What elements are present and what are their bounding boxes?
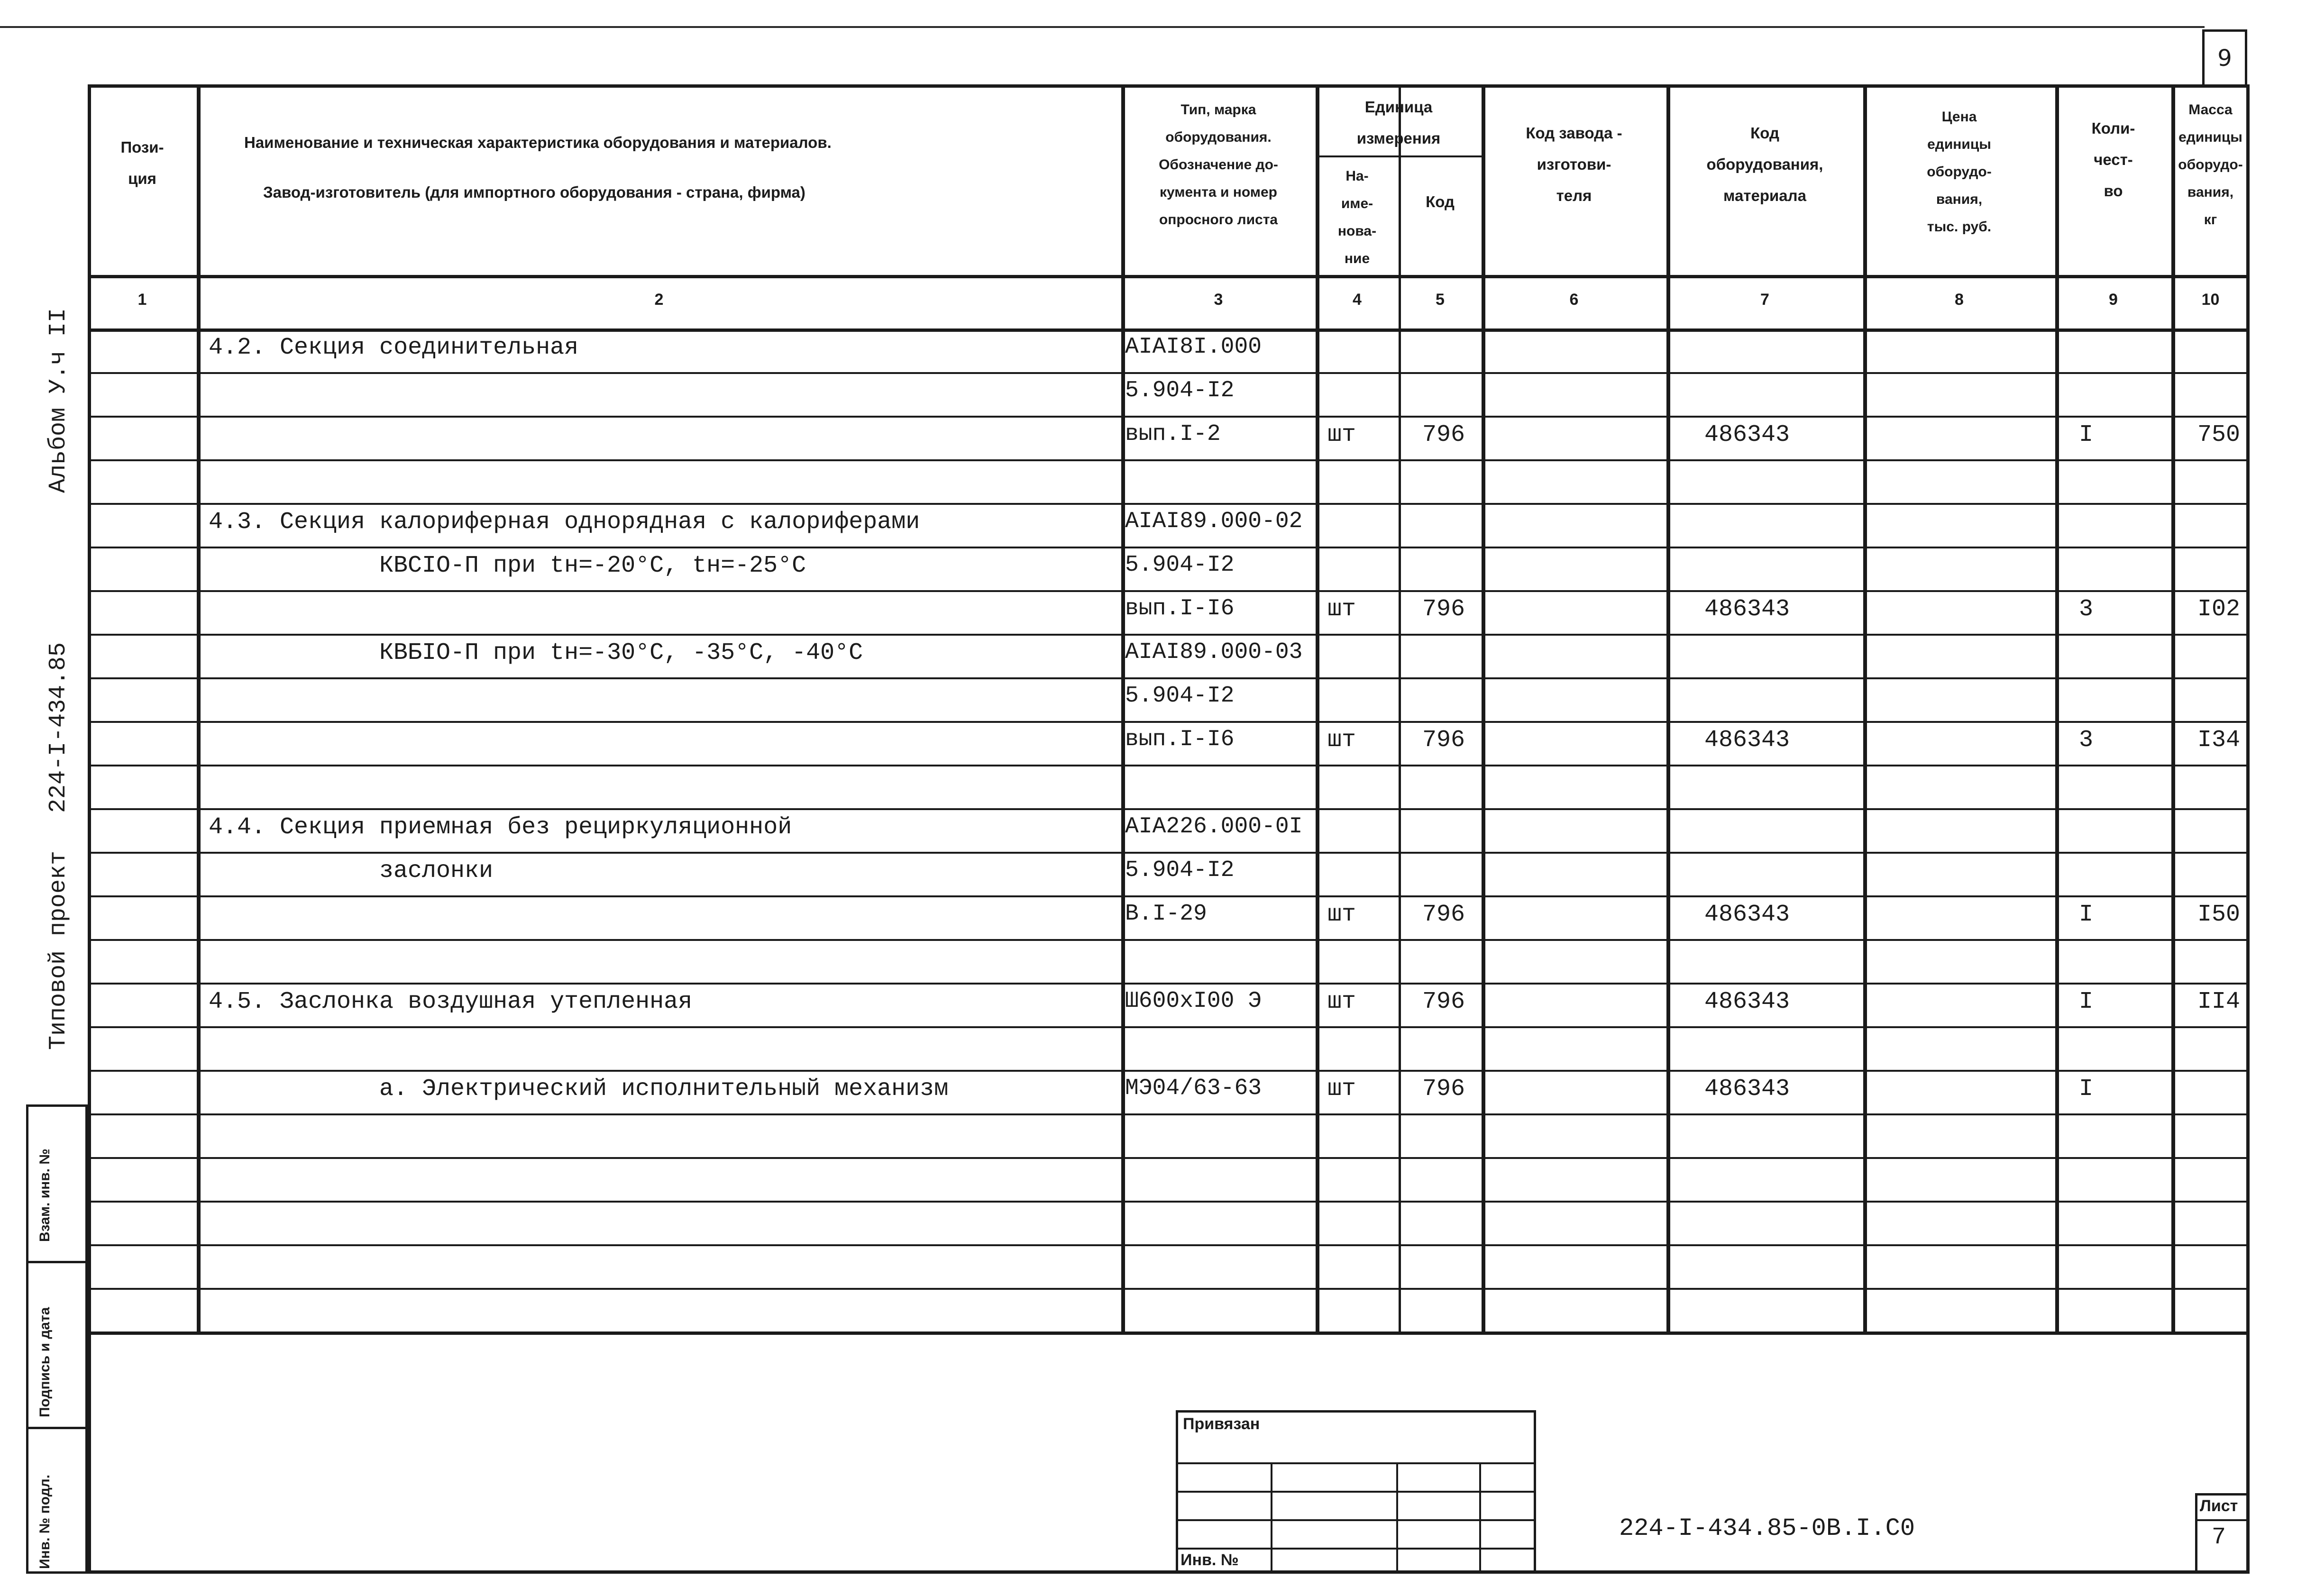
- item-quantity: 3: [2079, 727, 2094, 754]
- side-stamp-box: [26, 1104, 88, 1574]
- row-line: [88, 634, 2250, 636]
- stamp-vline: [1479, 1462, 1481, 1574]
- header-c5: Код: [1426, 193, 1455, 210]
- row-line: [88, 459, 2250, 461]
- item-unit-code: 796: [1422, 596, 1465, 623]
- item-unit-code: 796: [1422, 901, 1465, 928]
- top-border-line: [0, 26, 2205, 28]
- item-unit-code: 796: [1422, 727, 1465, 754]
- row-line: [88, 677, 2250, 679]
- header-c2b: Завод-изготовитель (для импортного оборудования - страна, фирма): [263, 183, 805, 201]
- item-unit: шт: [1327, 421, 1356, 448]
- item-mass: I50: [2197, 901, 2241, 928]
- row-line: [88, 1113, 2250, 1115]
- stamp-vline: [1396, 1462, 1398, 1574]
- row-line: [88, 1244, 2250, 1246]
- item-quantity: 3: [2079, 596, 2094, 623]
- item-type: вып.I-I6: [1125, 727, 1235, 752]
- sheet-number: 7: [2212, 1524, 2226, 1551]
- row-line: [88, 503, 2250, 505]
- item-mass: I34: [2197, 727, 2241, 754]
- item-quantity: I: [2079, 421, 2094, 448]
- column-divider: [1666, 84, 1670, 1332]
- item-equipment-code: 486343: [1704, 421, 1790, 448]
- row-line: [88, 939, 2250, 941]
- sheet-number-divider: [2195, 1519, 2250, 1521]
- album-label: Альбом У.ч II: [45, 308, 72, 493]
- item-unit-code: 796: [1422, 421, 1465, 448]
- column-number-2: 2: [654, 291, 664, 309]
- row-line: [88, 547, 2250, 548]
- stamp-line: [1176, 1462, 1536, 1464]
- item-equipment-code: 486343: [1704, 901, 1790, 928]
- item-name: а. Электрический исполнительный механизм: [379, 1076, 949, 1103]
- side-stamp-divider: [26, 1427, 88, 1429]
- row-line: [88, 1026, 2250, 1028]
- item-quantity: I: [2079, 1076, 2094, 1103]
- item-type: 5.904-I2: [1125, 683, 1235, 709]
- item-type: AIA226.000-0I: [1125, 814, 1303, 839]
- column-number-4: 4: [1353, 291, 1362, 309]
- item-equipment-code: 486343: [1704, 727, 1790, 754]
- row-line: [88, 852, 2250, 854]
- header-c45: Единица измерения: [1356, 98, 1441, 147]
- column-divider: [2055, 84, 2059, 1332]
- row-line: [88, 372, 2250, 374]
- unit-header-split: [1316, 155, 1482, 157]
- stamp-line: [1176, 1519, 1536, 1521]
- item-name: 4.3. Секция калориферная однорядная с калориферами: [209, 509, 920, 536]
- binding-label: Привязан: [1183, 1415, 1260, 1433]
- item-unit: шт: [1327, 988, 1356, 1015]
- item-type: МЭ04/63-63: [1125, 1076, 1262, 1101]
- header-c1: Пози- ция: [120, 138, 164, 187]
- column-number-8: 8: [1955, 291, 1964, 309]
- project-code-side: 224-I-434.85: [45, 642, 72, 813]
- item-type: AIAI89.000-03: [1125, 639, 1303, 665]
- page-number: 9: [2202, 29, 2247, 84]
- header-c9: Коли- чест- во: [2091, 119, 2135, 200]
- column-divider: [1399, 84, 1401, 1332]
- row-line: [88, 808, 2250, 810]
- item-equipment-code: 486343: [1704, 988, 1790, 1015]
- column-number-1: 1: [137, 291, 147, 309]
- item-type: AIAI8I.000: [1125, 334, 1262, 360]
- header-c3: Тип, марка оборудования. Обозначение до- кумента и номер опросного листа: [1159, 102, 1278, 228]
- column-number-5: 5: [1436, 291, 1445, 309]
- row-line: [88, 721, 2250, 723]
- column-number-10: 10: [2201, 291, 2220, 309]
- row-line: [88, 1157, 2250, 1159]
- header-c8: Цена единицы оборудо- вания, тыс. руб.: [1927, 109, 1992, 235]
- column-numbers-line: [88, 328, 2250, 332]
- inv-orig-label: Инв. № подл.: [37, 1474, 53, 1569]
- row-line: [88, 1070, 2250, 1072]
- item-name: 4.4. Секция приемная без рециркуляционной: [209, 814, 792, 841]
- stamp-vline: [1271, 1462, 1272, 1574]
- item-type: Ш600xI00 Э: [1125, 988, 1262, 1014]
- column-divider: [1482, 84, 1485, 1332]
- item-unit-code: 796: [1422, 1076, 1465, 1103]
- vzam-inv-label: Взам. инв. №: [37, 1149, 53, 1242]
- signature-date-label: Подпись и дата: [37, 1307, 53, 1417]
- item-equipment-code: 486343: [1704, 1076, 1790, 1103]
- item-type: AIAI89.000-02: [1125, 509, 1303, 534]
- inv-number-label: Инв. №: [1181, 1551, 1239, 1569]
- column-number-3: 3: [1214, 291, 1223, 309]
- item-name: КВБIO-П при tн=-30°C, -35°C, -40°C: [379, 639, 863, 666]
- item-quantity: I: [2079, 988, 2094, 1015]
- column-divider: [197, 84, 201, 1332]
- item-type: вып.I-I6: [1125, 596, 1235, 621]
- item-mass: II4: [2197, 988, 2241, 1015]
- item-type: 5.904-I2: [1125, 552, 1235, 578]
- item-unit-code: 796: [1422, 988, 1465, 1015]
- item-type: 5.904-I2: [1125, 857, 1235, 883]
- item-type: 5.904-I2: [1125, 378, 1235, 403]
- stamp-line: [1176, 1548, 1536, 1550]
- item-name: 4.5. Заслонка воздушная утепленная: [209, 988, 693, 1015]
- project-type-label: Типовой проект: [45, 850, 72, 1050]
- item-unit: шт: [1327, 901, 1356, 928]
- row-line: [88, 1288, 2250, 1290]
- header-c2a: Наименование и техническая характеристика оборудования и материалов.: [244, 134, 832, 151]
- side-stamp-divider: [26, 1261, 88, 1263]
- header-c6: Код завода - изготови- теля: [1526, 124, 1622, 204]
- item-type: вып.I-2: [1125, 421, 1221, 447]
- column-number-9: 9: [2109, 291, 2118, 309]
- row-line: [88, 895, 2250, 897]
- column-number-7: 7: [1760, 291, 1769, 309]
- header-c4: На- име- нова- ние: [1337, 168, 1377, 266]
- header-c10: Масса единицы оборудо- вания, кг: [2178, 102, 2243, 228]
- item-type: B.I-29: [1125, 901, 1207, 927]
- header-c7: Код оборудования, материала: [1706, 124, 1823, 204]
- item-unit: шт: [1327, 1076, 1356, 1103]
- stamp-line: [1176, 1491, 1536, 1493]
- column-number-6: 6: [1569, 291, 1579, 309]
- row-line: [88, 1201, 2250, 1203]
- item-mass: 750: [2197, 421, 2241, 448]
- item-mass: I02: [2197, 596, 2241, 623]
- item-unit: шт: [1327, 596, 1356, 623]
- item-quantity: I: [2079, 901, 2094, 928]
- row-line: [88, 416, 2250, 418]
- item-name: заслонки: [379, 857, 494, 885]
- row-line: [88, 590, 2250, 592]
- row-line: [88, 983, 2250, 985]
- sheet-label: Лист: [2200, 1497, 2238, 1515]
- item-equipment-code: 486343: [1704, 596, 1790, 623]
- document-code: 224-I-434.85-0B.I.C0: [1619, 1514, 1915, 1542]
- item-name: КВСIO-П при tн=-20°C, tн=-25°C: [379, 552, 806, 579]
- row-line: [88, 765, 2250, 766]
- table-bottom-line: [88, 1332, 2250, 1335]
- item-name: 4.2. Секция соединительная: [209, 334, 579, 361]
- item-unit: шт: [1327, 727, 1356, 754]
